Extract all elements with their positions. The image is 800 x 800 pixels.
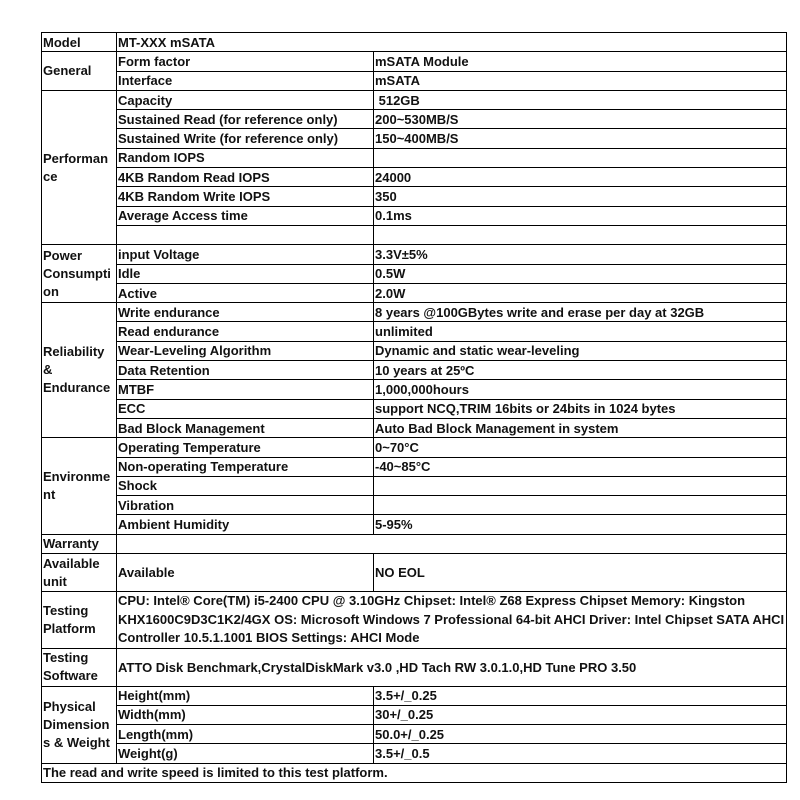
spec-name: Data Retention (117, 361, 374, 380)
warranty-value (117, 534, 787, 553)
table-row (42, 744, 787, 763)
spec-name: Non-operating Temperature (117, 457, 374, 476)
table-row (42, 264, 787, 283)
spec-value: 350 (374, 187, 787, 206)
table-row (42, 90, 787, 109)
spec-value: 512GB (374, 90, 787, 109)
table-row (42, 168, 787, 187)
table-row (42, 534, 787, 553)
spec-value: mSATA (374, 71, 787, 90)
spec-name: Sustained Write (for reference only) (117, 129, 374, 148)
table-row (42, 648, 787, 686)
spec-name: Weight(g) (117, 744, 374, 763)
spec-name: Write endurance (117, 303, 374, 322)
table-row (42, 763, 787, 782)
table-row (42, 438, 787, 457)
spec-value: 30+/_0.25 (374, 705, 787, 724)
testing-platform-label: Testing Platform (42, 592, 117, 649)
spec-name: Capacity (117, 90, 374, 109)
spec-value (374, 225, 787, 244)
table-row (42, 33, 787, 52)
table-row (42, 554, 787, 592)
table-row (42, 476, 787, 495)
spec-name: Form factor (117, 52, 374, 71)
table-row (42, 686, 787, 705)
spec-table (41, 32, 787, 783)
spec-value: 5-95% (374, 515, 787, 534)
table-row (42, 592, 787, 649)
spec-name: Operating Temperature (117, 438, 374, 457)
spec-value: 3.5+/_0.5 (374, 744, 787, 763)
spec-value: Auto Bad Block Management in system (374, 418, 787, 437)
spec-value: 0.1ms (374, 206, 787, 225)
spec-name: Idle (117, 264, 374, 283)
spec-value: support NCQ,TRIM 16bits or 24bits in 1024 bytes (374, 399, 787, 418)
spec-name: Bad Block Management (117, 418, 374, 437)
table-row (42, 380, 787, 399)
table-row (42, 322, 787, 341)
spec-name: ECC (117, 399, 374, 418)
spec-value (374, 496, 787, 515)
table-row (42, 361, 787, 380)
spec-name: Average Access time (117, 206, 374, 225)
table-row (42, 705, 787, 724)
warranty-label: Warranty (42, 534, 117, 553)
spec-name: Vibration (117, 496, 374, 515)
spec-name (117, 225, 374, 244)
spec-name: Width(mm) (117, 705, 374, 724)
spec-value: 50.0+/_0.25 (374, 725, 787, 744)
testing-software-label: Testing Software (42, 648, 117, 686)
spec-name: Random IOPS (117, 148, 374, 167)
table-row (42, 303, 787, 322)
performance-label: Performan ce (42, 90, 117, 244)
spec-value: unlimited (374, 322, 787, 341)
spec-name: Shock (117, 476, 374, 495)
spec-name: Sustained Read (for reference only) (117, 110, 374, 129)
testing-software-value: ATTO Disk Benchmark,CrystalDiskMark v3.0 ,HD Tach RW 3.0.1.0,HD Tune PRO 3.50 (117, 648, 787, 686)
table-row (42, 110, 787, 129)
environment-label: Environme nt (42, 438, 117, 534)
spec-value: -40~85°C (374, 457, 787, 476)
spec-name: 4KB Random Read IOPS (117, 168, 374, 187)
table-row (42, 283, 787, 302)
spec-name: 4KB Random Write IOPS (117, 187, 374, 206)
spec-value: 200~530MB/S (374, 110, 787, 129)
spec-value: 2.0W (374, 283, 787, 302)
table-row (42, 341, 787, 360)
spec-value: 0~70°C (374, 438, 787, 457)
testing-platform-value: CPU: Intel® Core(TM) i5-2400 CPU @ 3.10GHz Chipset: Intel® Z68 Express Chipset Memory: Kingston KHX1600C9D3C1K2/4GX OS: Microsoft Windows 7 Professional 64-bit AHCI Driver: Intel Chipset SATA AHCI Controller 10.5.1.1001 BIOS Settings: AHCI Mode (117, 592, 787, 649)
table-row (42, 245, 787, 264)
table-row (42, 129, 787, 148)
spec-value: 3.5+/_0.25 (374, 686, 787, 705)
spec-value (374, 476, 787, 495)
table-row (42, 52, 787, 71)
power-label: Power Consumpti on (42, 245, 117, 303)
spec-value (374, 148, 787, 167)
reliability-label: Reliability & Endurance (42, 303, 117, 438)
table-row (42, 515, 787, 534)
spec-name: Wear-Leveling Algorithm (117, 341, 374, 360)
general-label: General (42, 52, 117, 91)
model-value: MT-XXX mSATA (117, 33, 787, 52)
spec-name: Active (117, 283, 374, 302)
table-row (42, 71, 787, 90)
spec-name: MTBF (117, 380, 374, 399)
table-row (42, 399, 787, 418)
table-row (42, 187, 787, 206)
spec-value: 3.3V±5% (374, 245, 787, 264)
spec-name: Available (117, 554, 374, 592)
footnote: The read and write speed is limited to this test platform. (42, 763, 787, 782)
spec-name: Height(mm) (117, 686, 374, 705)
spec-value: 150~400MB/S (374, 129, 787, 148)
table-row (42, 148, 787, 167)
physical-label: Physical Dimension s & Weight (42, 686, 117, 763)
table-row (42, 206, 787, 225)
model-label: Model (42, 33, 117, 52)
table-row (42, 225, 787, 244)
spec-value: 10 years at 25ºC (374, 361, 787, 380)
spec-value: 24000 (374, 168, 787, 187)
spec-value: NO EOL (374, 554, 787, 592)
spec-value: 0.5W (374, 264, 787, 283)
spec-value: mSATA Module (374, 52, 787, 71)
spec-value: Dynamic and static wear-leveling (374, 341, 787, 360)
spec-name: Ambient Humidity (117, 515, 374, 534)
spec-name: Interface (117, 71, 374, 90)
table-row (42, 725, 787, 744)
available-label: Available unit (42, 554, 117, 592)
spec-value: 8 years @100GBytes write and erase per day at 32GB (374, 303, 787, 322)
spec-name: Length(mm) (117, 725, 374, 744)
table-row (42, 418, 787, 437)
table-row (42, 496, 787, 515)
spec-value: 1,000,000hours (374, 380, 787, 399)
table-row (42, 457, 787, 476)
spec-name: input Voltage (117, 245, 374, 264)
spec-name: Read endurance (117, 322, 374, 341)
